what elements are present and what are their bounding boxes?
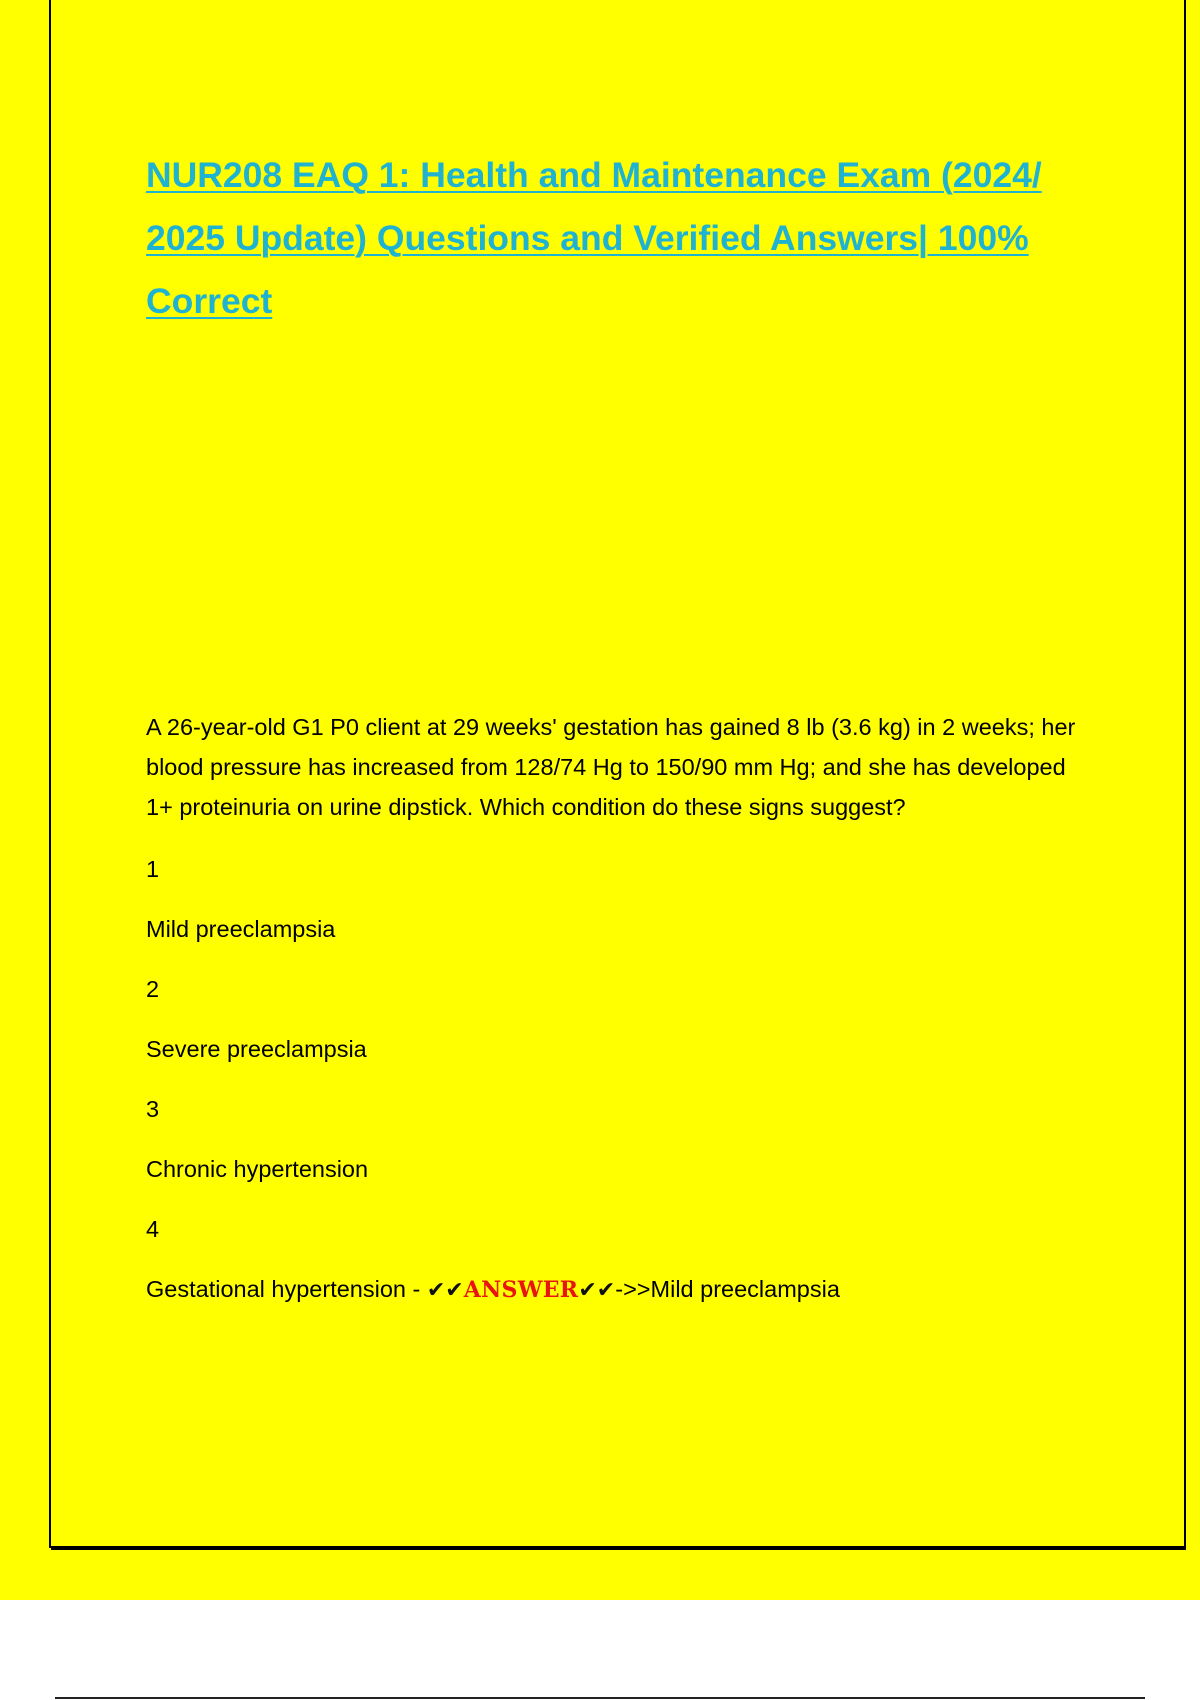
option-number-2: 2 [146,976,160,1002]
option-number-4: 4 [146,1216,160,1242]
option-text-3: Chronic hypertension [146,1156,369,1182]
option-number-3: 3 [146,1096,160,1122]
check-mark-icon: ✔✔ [578,1278,616,1303]
option-text-2: Severe preeclampsia [146,1036,367,1062]
answer-label: ANSWER [463,1277,579,1303]
answer-text: Mild preeclampsia [650,1276,840,1302]
document-title[interactable]: NUR208 EAQ 1: Health and Maintenance Exam (2024/ 2025 Update) Questions and Verified Answers| 100% Correct [146,155,1042,321]
option-number-1: 1 [146,856,160,882]
answer-arrow: ->> [615,1276,651,1302]
footer-divider [55,1697,1145,1699]
answer-line [146,1269,1086,1309]
option-text-1: Mild preeclampsia [146,916,336,942]
question-block [146,707,1086,1309]
check-mark-icon: ✔✔ [426,1278,464,1303]
option-text-4: Gestational hypertension - [146,1276,427,1302]
question-text: A 26-year-old G1 P0 client at 29 weeks' gestation has gained 8 lb (3.6 kg) in 2 weeks; her blood pressure has increased from 128/74 Hg to 150/90 mm Hg; and she has developed 1+ proteinuria on urine dipstick. Which condition do these signs suggest? [146,714,1076,820]
